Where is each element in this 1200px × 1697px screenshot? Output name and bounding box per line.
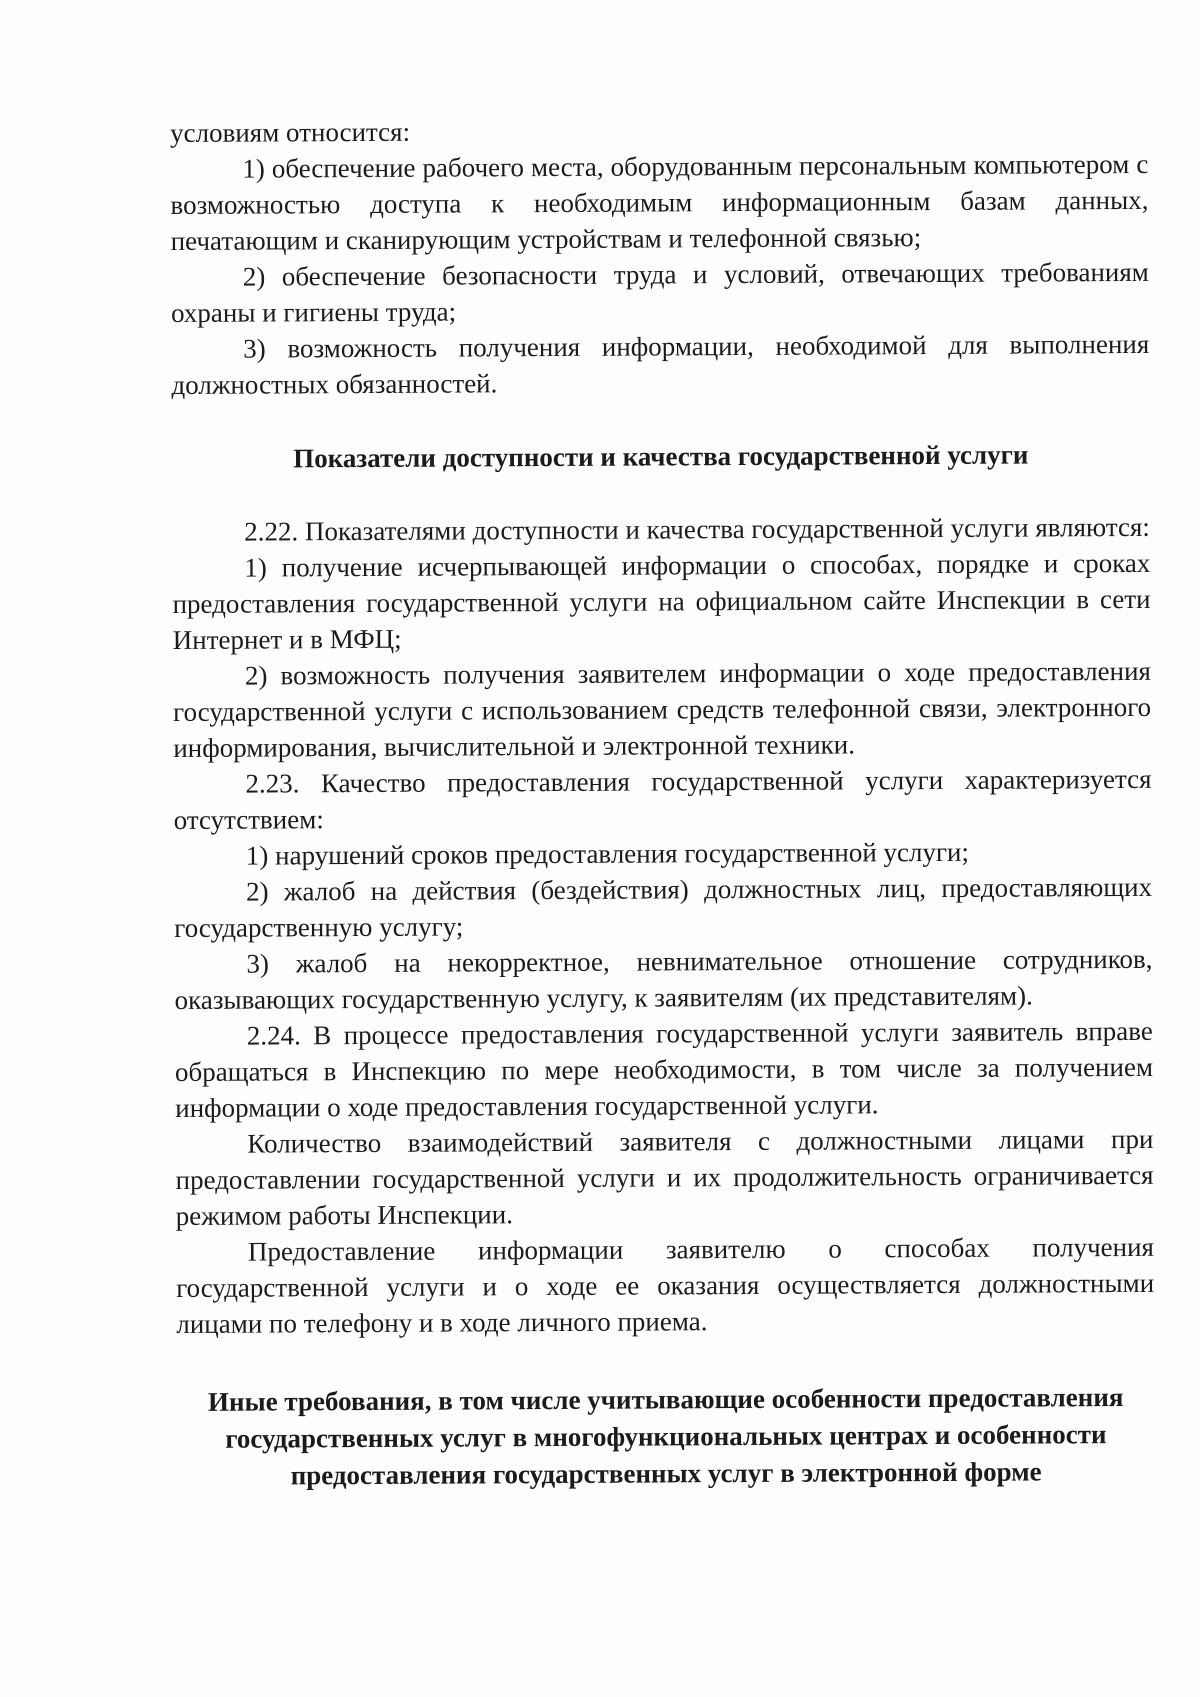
section-heading-other-requirements-line-2: государственных услуг в многофункциональных центрах и особенности [225,1419,1107,1454]
paragraph-2-22-item-2: 2) возможность получения заявителем информации о ходе предоставления государственной услуги с использованием средств телефонной связи, электронного информирования, вычислительной и электронной техники. [173,655,1152,763]
paragraph-2-22: 2.22. Показателями доступности и качества государственной услуги являются: [244,511,1150,547]
spacer [172,398,1150,441]
section-heading-other-requirements-line-3: предоставления государственных услуг в электронной форме [290,1456,1042,1491]
spacer [172,473,1150,514]
document-content [170,110,1155,1495]
paragraph-information-provision: Предоставление информации заявителю о способах получения государственной услуги и о ходе ее оказания осуществляется должностными лицами по телефону и в ходе личного приема. [176,1231,1155,1339]
paragraph-2-23: 2.23. Качество предоставления государственной услуги характеризуется отсутствием: [173,763,1152,835]
paragraph-2-23-item-3: 3) жалоб на некорректное, невнимательное отношение сотрудников, оказывающих государственную услугу, к заявителям (их представителям). [174,943,1153,1015]
paragraph-2-24: 2.24. В процессе предоставления государственной услуги заявитель вправе обращаться в Инспекцию по мере необходимости, в том числе за получением информации о ходе предоставления государственной услуги. [174,1015,1154,1123]
section-heading-availability: Показатели доступности и качества государственной услуги [293,439,1029,474]
paragraph-2-23-item-1: 1) нарушений сроков предоставления государственной услуги; [245,836,970,871]
paragraph-conditions-intro: условиям относится: [170,116,411,148]
paragraph-2-23-item-2: 2) жалоб на действия (бездействия) должностных лиц, предоставляющих государственную услугу; [174,871,1153,943]
paragraph-condition-2: 2) обеспечение безопасности труда и условий, отвечающих требованиям охраны и гигиены труда; [170,256,1149,328]
section-heading-other-requirements-line-1: Иные требования, в том числе учитывающие особенности предоставления [207,1382,1124,1417]
paragraph-2-22-item-1: 1) получение исчерпывающей информации о способах, порядке и сроках предоставления государственной услуги на официальном сайте Инспекции в сети Интернет и в МФЦ; [172,547,1151,655]
paragraph-condition-3: 3) возможность получения информации, необходимой для выполнения должностных обязанностей. [171,328,1150,400]
paragraph-interactions-count: Количество взаимодействий заявителя с должностными лицами при предоставлении государственной услуги и их продолжительность ограничивается режимом работы Инспекции. [175,1123,1154,1231]
spacer [176,1337,1154,1384]
paragraph-condition-1: 1) обеспечение рабочего места, оборудованным персональным компьютером с возможностью доступа к необходимым информационным базам данных, печатающим и сканирующим устройствам и телефонной связью; [170,148,1149,256]
